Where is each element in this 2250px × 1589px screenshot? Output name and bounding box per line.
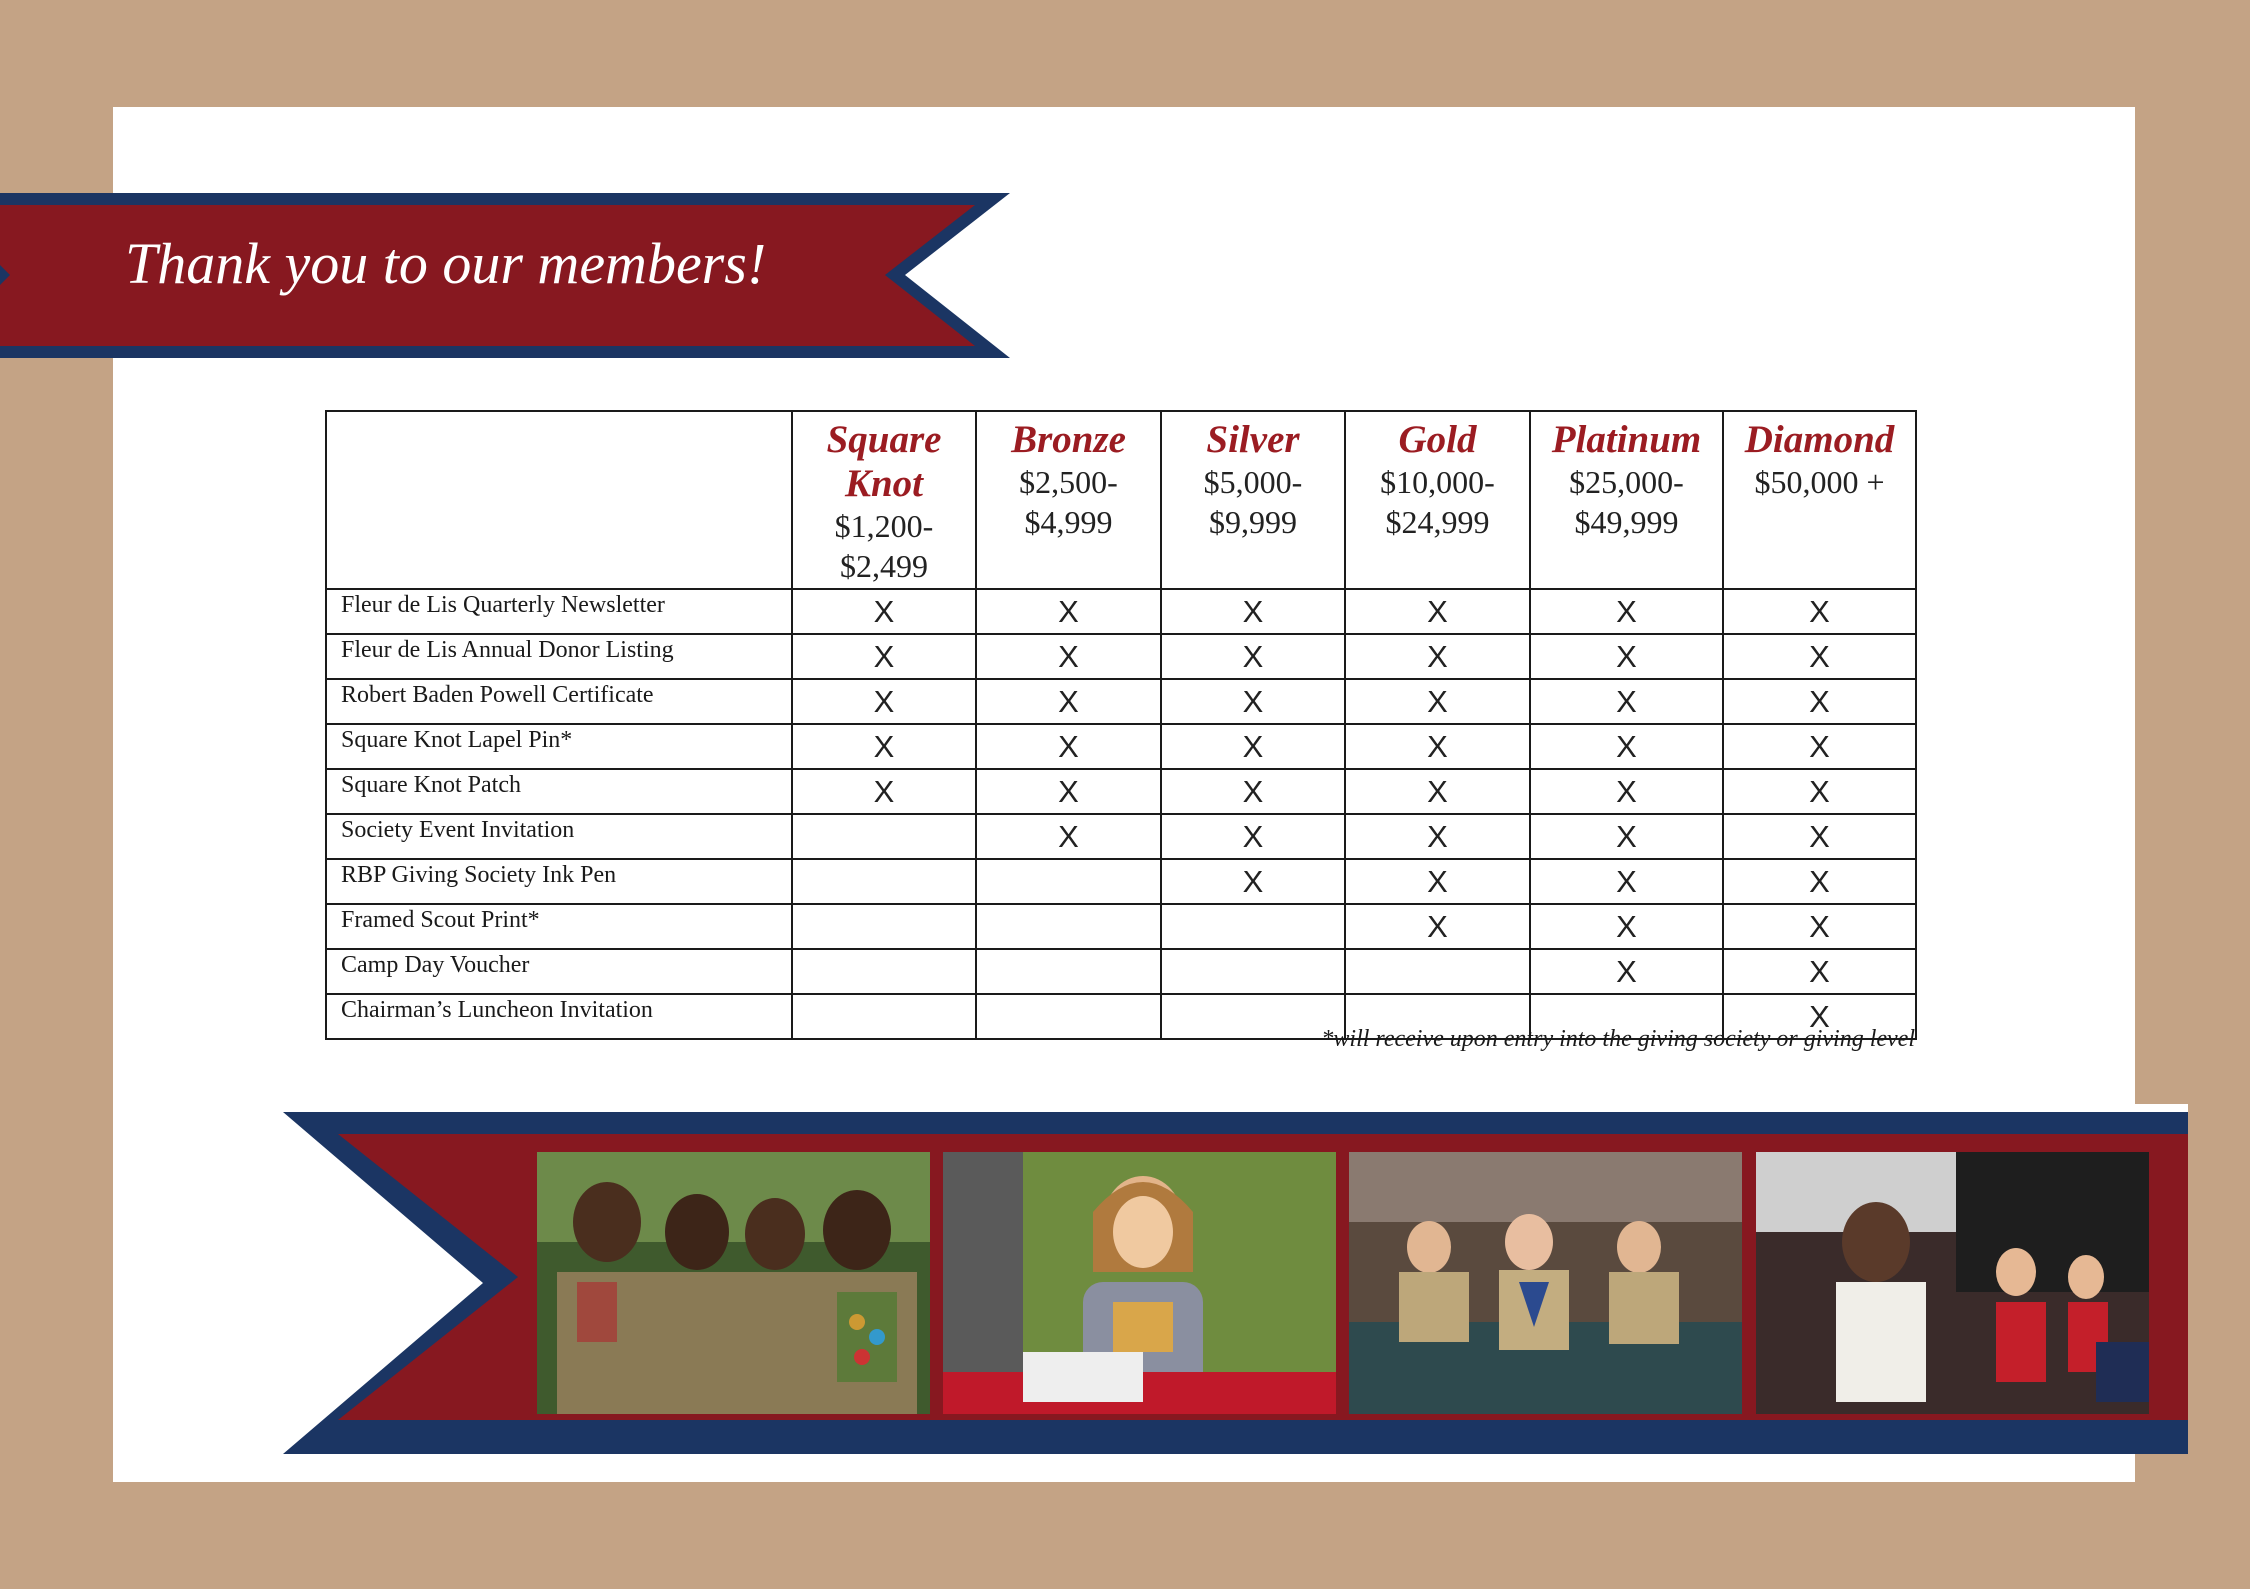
- benefit-empty-cell: [976, 949, 1161, 994]
- level-name: Diamond: [1744, 418, 1895, 461]
- benefit-check-mark: X: [1723, 634, 1916, 679]
- benefit-check-mark: X: [976, 634, 1161, 679]
- benefit-empty-cell: [1161, 904, 1345, 949]
- benefit-check-mark: X: [1530, 859, 1723, 904]
- benefit-check-mark: X: [976, 589, 1161, 634]
- benefit-check-mark: X: [1723, 814, 1916, 859]
- benefit-check-mark: X: [1345, 859, 1530, 904]
- footnote: *will receive upon entry into the giving society or giving level: [1321, 1026, 1915, 1052]
- benefit-check-mark: X: [1723, 589, 1916, 634]
- benefit-empty-cell: [792, 904, 976, 949]
- benefit-check-mark: X: [792, 679, 976, 724]
- benefit-check-mark: X: [1530, 949, 1723, 994]
- benefit-empty-cell: [792, 994, 976, 1039]
- level-range: $50,000 +: [1754, 464, 1885, 500]
- level-range: $1,200-: [834, 508, 934, 544]
- photo-kids-event: [1756, 1152, 2149, 1414]
- benefit-check-mark: X: [1723, 769, 1916, 814]
- benefit-check-mark: X: [1345, 904, 1530, 949]
- benefit-empty-cell: [1345, 949, 1530, 994]
- benefit-check-mark: X: [1723, 859, 1916, 904]
- benefit-empty-cell: [792, 859, 976, 904]
- benefit-empty-cell: [1161, 949, 1345, 994]
- benefits-table: [325, 410, 1917, 1040]
- level-header-square-knot: [792, 411, 976, 589]
- level-range: $49,999: [1574, 504, 1679, 540]
- benefit-check-mark: X: [976, 814, 1161, 859]
- benefit-check-mark: X: [1345, 679, 1530, 724]
- table-row: [326, 679, 1916, 724]
- benefit-check-mark: X: [1530, 814, 1723, 859]
- table-row: [326, 589, 1916, 634]
- benefit-check-mark: X: [1723, 724, 1916, 769]
- page-title: Thank you to our members!: [125, 231, 767, 296]
- level-header-gold: [1345, 411, 1530, 589]
- benefit-empty-cell: [976, 859, 1161, 904]
- benefit-label: Fleur de Lis Quarterly Newsletter: [326, 589, 792, 634]
- benefit-label: Society Event Invitation: [326, 814, 792, 859]
- table-header-row: [326, 411, 1916, 589]
- benefit-check-mark: X: [1530, 724, 1723, 769]
- benefit-label: Square Knot Lapel Pin*: [326, 724, 792, 769]
- benefit-check-mark: X: [1161, 859, 1345, 904]
- benefit-empty-cell: [976, 904, 1161, 949]
- benefit-check-mark: X: [1161, 814, 1345, 859]
- benefit-check-mark: X: [1161, 769, 1345, 814]
- benefit-empty-cell: [792, 949, 976, 994]
- photo-scouts-group: [537, 1152, 930, 1414]
- benefit-check-mark: X: [792, 769, 976, 814]
- level-range: $9,999: [1209, 504, 1297, 540]
- benefit-label: Camp Day Voucher: [326, 949, 792, 994]
- benefit-check-mark: X: [1723, 904, 1916, 949]
- benefit-label: RBP Giving Society Ink Pen: [326, 859, 792, 904]
- level-name: Knot: [844, 462, 924, 505]
- level-range: $10,000-: [1380, 464, 1495, 500]
- table-row: [326, 724, 1916, 769]
- table-row: [326, 859, 1916, 904]
- header-empty-cell: [326, 411, 792, 589]
- table-row: [326, 904, 1916, 949]
- benefit-empty-cell: [976, 994, 1161, 1039]
- benefit-check-mark: X: [1345, 634, 1530, 679]
- benefit-check-mark: X: [1723, 994, 1916, 1039]
- benefit-label: Square Knot Patch: [326, 769, 792, 814]
- level-header-diamond: [1723, 411, 1916, 589]
- benefit-check-mark: X: [976, 679, 1161, 724]
- level-header-silver: [1161, 411, 1345, 589]
- benefit-rows: [326, 589, 1916, 1039]
- benefit-check-mark: X: [1161, 634, 1345, 679]
- level-range: $4,999: [1024, 504, 1113, 540]
- photo-girl-scout: [943, 1152, 1336, 1414]
- benefit-check-mark: X: [1345, 814, 1530, 859]
- benefit-check-mark: X: [1161, 679, 1345, 724]
- level-name: Silver: [1206, 418, 1300, 461]
- benefit-empty-cell: [792, 814, 976, 859]
- level-name: Platinum: [1551, 418, 1702, 461]
- benefit-check-mark: X: [1345, 769, 1530, 814]
- table-row: [326, 949, 1916, 994]
- level-name: Gold: [1398, 418, 1477, 461]
- benefit-check-mark: X: [1723, 679, 1916, 724]
- benefit-check-mark: X: [1161, 724, 1345, 769]
- benefit-check-mark: X: [1723, 949, 1916, 994]
- level-header-platinum: [1530, 411, 1723, 589]
- benefit-check-mark: X: [1530, 904, 1723, 949]
- benefit-check-mark: X: [792, 634, 976, 679]
- benefit-check-mark: X: [976, 769, 1161, 814]
- photo-scouts-saluting: [1349, 1152, 1742, 1414]
- table-row: [326, 634, 1916, 679]
- benefit-check-mark: X: [792, 724, 976, 769]
- benefit-label: Robert Baden Powell Certificate: [326, 679, 792, 724]
- benefit-label: Framed Scout Print*: [326, 904, 792, 949]
- benefit-check-mark: X: [1345, 724, 1530, 769]
- table-row: [326, 814, 1916, 859]
- benefit-check-mark: X: [976, 724, 1161, 769]
- benefit-check-mark: X: [1530, 634, 1723, 679]
- benefit-check-mark: X: [1345, 589, 1530, 634]
- benefit-check-mark: X: [1530, 769, 1723, 814]
- benefit-check-mark: X: [792, 589, 976, 634]
- table-row: [326, 769, 1916, 814]
- level-range: $25,000-: [1569, 464, 1684, 500]
- level-range: $24,999: [1385, 504, 1490, 540]
- level-range: $2,500-: [1019, 464, 1118, 500]
- level-name: Bronze: [1011, 418, 1126, 461]
- level-range: $2,499: [840, 548, 928, 584]
- level-range: $5,000-: [1203, 464, 1303, 500]
- benefit-label: Fleur de Lis Annual Donor Listing: [326, 634, 792, 679]
- level-header-bronze: [976, 411, 1161, 589]
- level-name: Square: [826, 418, 942, 461]
- benefit-check-mark: X: [1161, 589, 1345, 634]
- benefit-check-mark: X: [1530, 589, 1723, 634]
- benefit-label: Chairman’s Luncheon Invitation: [326, 994, 792, 1039]
- benefit-check-mark: X: [1530, 679, 1723, 724]
